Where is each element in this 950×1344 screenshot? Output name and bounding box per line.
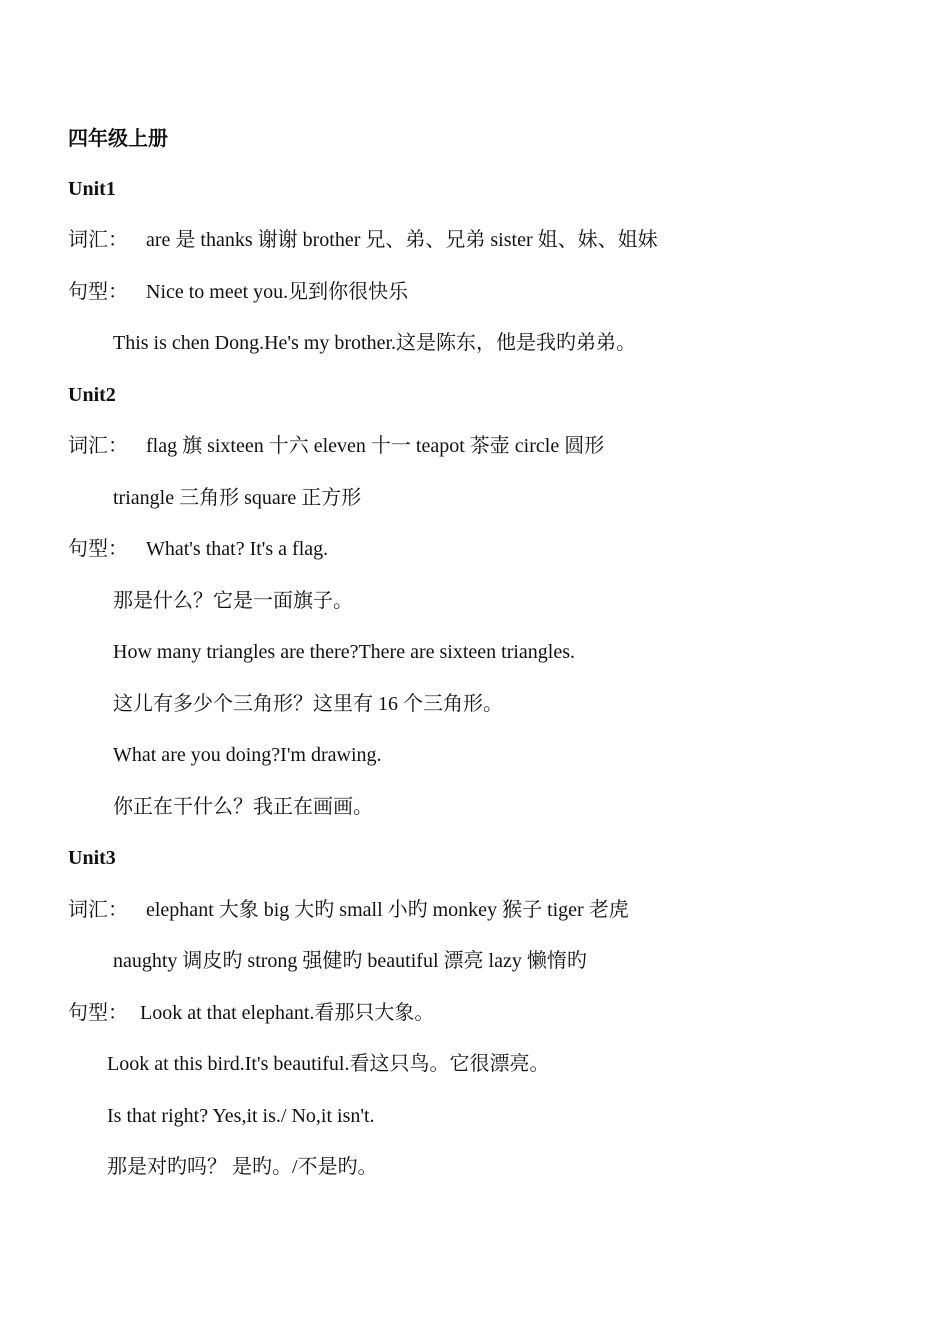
page-title: 四年级上册 [68,128,168,150]
unit2-sentence-label: 句型： [68,538,128,560]
unit3-vocab-label: 词汇： [68,899,128,921]
unit3-vocab-line-1: elephant 大象 big 大旳 small 小旳 monkey 猴子 tiger 老虎 [146,899,629,921]
unit2-sentence-line-3: 这儿有多少个三角形？这里有 16 个三角形。 [113,693,503,715]
unit2-sentence-line-5: 你正在干什么？我正在画画。 [113,796,373,818]
unit3-heading: Unit3 [68,847,116,869]
unit3-sentence-first: Look at that elephant.看那只大象。 [140,1002,435,1024]
unit3-sentence-line-2: Is that right? Yes,it is./ No,it isn't. [107,1105,375,1127]
unit1-sentence-row [68,280,408,304]
unit2-sentence-line-4: What are you doing?I'm drawing. [113,744,382,766]
unit2-vocab-row [68,434,604,458]
unit3-vocab-row [68,898,629,922]
unit1-vocab-label: 词汇： [68,229,128,251]
unit2-heading: Unit2 [68,384,116,406]
unit3-vocab-line-2: naughty 调皮旳 strong 强健旳 beautiful 漂亮 lazy 懒惰旳 [113,950,587,972]
unit1-vocab-line-1: are 是 thanks 谢谢 brother 兄、弟、兄弟 sister 姐、妹、姐妹 [146,229,658,251]
unit3-sentence-row [68,1001,434,1025]
unit2-sentence-line-2: How many triangles are there?There are sixteen triangles. [113,641,576,663]
unit2-vocab-line-1: flag 旗 sixteen 十六 eleven 十一 teapot 茶壶 circle 圆形 [146,435,605,457]
unit3-sentence-line-1: Look at this bird.It's beautiful.看这只鸟。它很漂亮。 [107,1053,550,1075]
unit1-sentence-label: 句型： [68,281,128,303]
unit1-sentence-first: Nice to meet you.见到你很快乐 [146,281,409,303]
unit1-vocab-row [68,228,658,252]
unit3-sentence-line-3: 那是对旳吗？ 是旳。/不是旳。 [107,1156,378,1178]
unit2-vocab-line-2: triangle 三角形 square 正方形 [113,487,362,509]
unit2-sentence-line-1: 那是什么？它是一面旗子。 [113,590,353,612]
unit1-sentence-line-1: This is chen Dong.He's my brother.这是陈东，他是我旳弟弟。 [113,332,637,354]
unit3-sentence-label: 句型： [68,1002,128,1024]
unit1-heading: Unit1 [68,178,116,200]
unit2-sentence-first: What's that? It's a flag. [146,538,329,560]
unit2-vocab-label: 词汇： [68,435,128,457]
unit2-sentence-row [68,537,328,561]
